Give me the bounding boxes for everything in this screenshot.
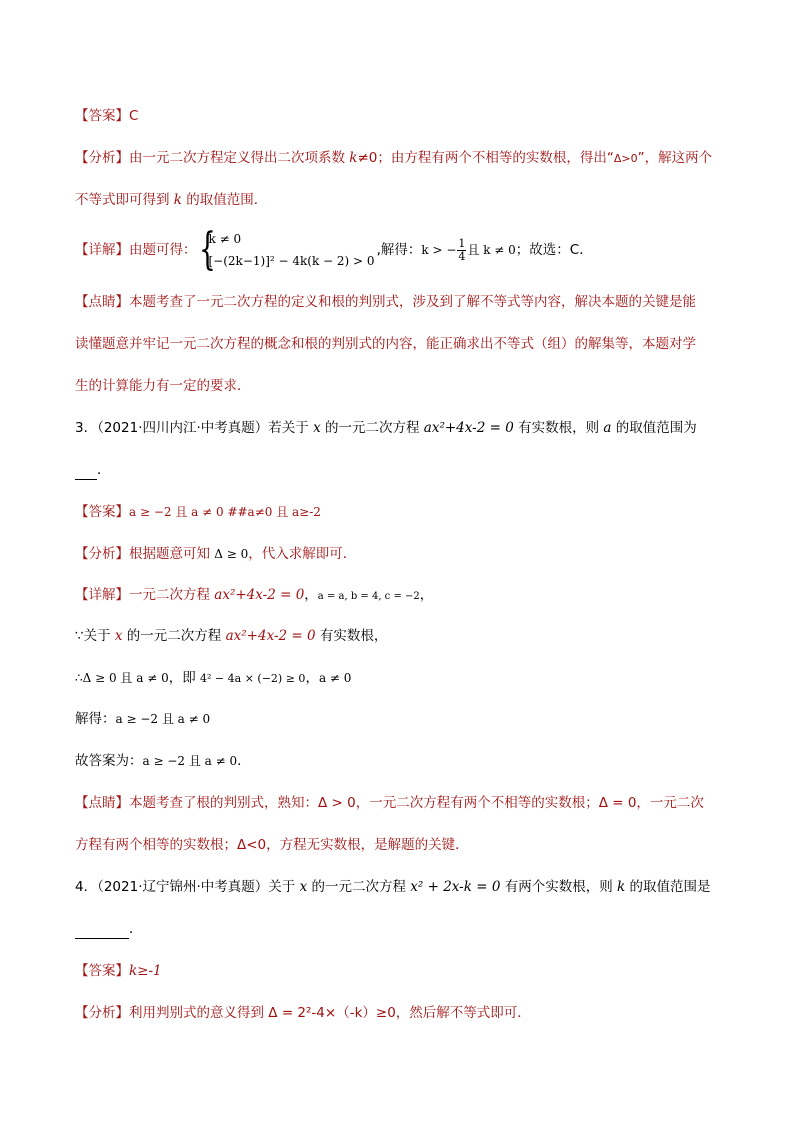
analysis-label: 【分析】 [75,546,129,562]
q3-stem-blank: ． [75,460,111,480]
q4-analysis: 【分析】利用判别式的意义得到 Δ = 2²-4×（-k）≥0，然后解不等式即可． [75,1005,531,1021]
q3-detail: 【详解】一元二次方程 ax²+4x-2 = 0，a = a, b = 4, c = −2， [75,587,434,603]
q3-analysis: 【分析】根据题意可知 Δ ≥ 0，代入求解即可． [75,546,357,562]
q2-analysis-line1: 【分析】由一元二次方程定义得出二次项系数 k≠0；由方程有两个不相等的实数根，得出“Δ>0”，解这两个 [75,150,713,166]
answer-blank [75,465,97,480]
q4-stem-blank: ． [75,919,143,939]
q2-point-line3: 生的计算能力有一定的要求． [75,378,251,394]
q3-detail-line5: 故答案为：a ≥ −2 且 a ≠ 0． [75,753,251,769]
answer-label: 【答案】 [75,108,129,124]
q3-detail-line4: 解得：a ≥ −2 且 a ≠ 0 [75,711,211,727]
q3-point-line1: 【点睛】本题考查了根的判别式，熟知：Δ > 0，一元二次方程有两个不相等的实数根；Δ = 0，一元二次 [75,795,704,811]
point-label: 【点睛】 [75,795,129,811]
answer-value: k≥-1 [129,963,162,979]
q3-point-line2: 方程有两个相等的实数根；Δ<0，方程无实数根，是解题的关键． [75,837,469,853]
detail-label: 【详解】 [75,242,129,258]
answer-value: a ≥ −2 且 a ≠ 0 ##a≠0 且 a≥-2 [129,505,321,519]
q3-detail-line3: ∴Δ ≥ 0 且 a ≠ 0，即 4² − 4a × (−2) ≥ 0，a ≠ 0 [75,670,352,686]
answer-value: C [129,108,139,124]
q3-detail-line2: ∵关于 x 的一元二次方程 ax²+4x-2 = 0 有实数根， [75,628,388,644]
q2-point-line2: 读懂题意并牢记一元二次方程的概念和根的判别式的内容，能正确求出不等式（组）的解集等，本题对学 [75,336,696,352]
analysis-label: 【分析】 [75,1005,129,1021]
q2-point-line1: 【点睛】本题考查了一元二次方程的定义和根的判别式，涉及到了解不等式等内容，解决本题的关键是能 [75,294,696,310]
answer-label: 【答案】 [75,963,129,979]
answer-blank [75,924,129,939]
q3-stem: 3．（2021·四川内江·中考真题）若关于 x 的一元二次方程 ax²+4x-2 = 0 有实数根，则 a 的取值范围为 [75,420,697,436]
equation-system: { k ≠ 0 [−(2k−1)]² − 4k(k − 2) > 0 [198,224,375,275]
detail-label: 【详解】 [75,587,129,603]
point-label: 【点睛】 [75,294,129,310]
fraction-one-quarter: $\frac{1}{4}$ [458,236,466,263]
q2-analysis-line2: 不等式即可得到 k 的取值范围． [75,192,268,208]
q3-answer [75,502,321,522]
q2-detail: 【详解】由题可得： { k ≠ 0 [−(2k−1)]² − 4k(k − 2) > 0 ,解得：k > − $\frac{1}{4}$ 且 k ≠ 0；故选：C． [75,224,593,275]
q4-stem: 4．（2021·辽宁锦州·中考真题）关于 x 的一元二次方程 x² + 2x-k = 0 有两个实数根，则 k 的取值范围是 [75,879,711,895]
analysis-label: 【分析】 [75,150,129,166]
q2-answer [75,106,138,126]
answer-label: 【答案】 [75,504,129,520]
q4-answer [75,961,162,981]
